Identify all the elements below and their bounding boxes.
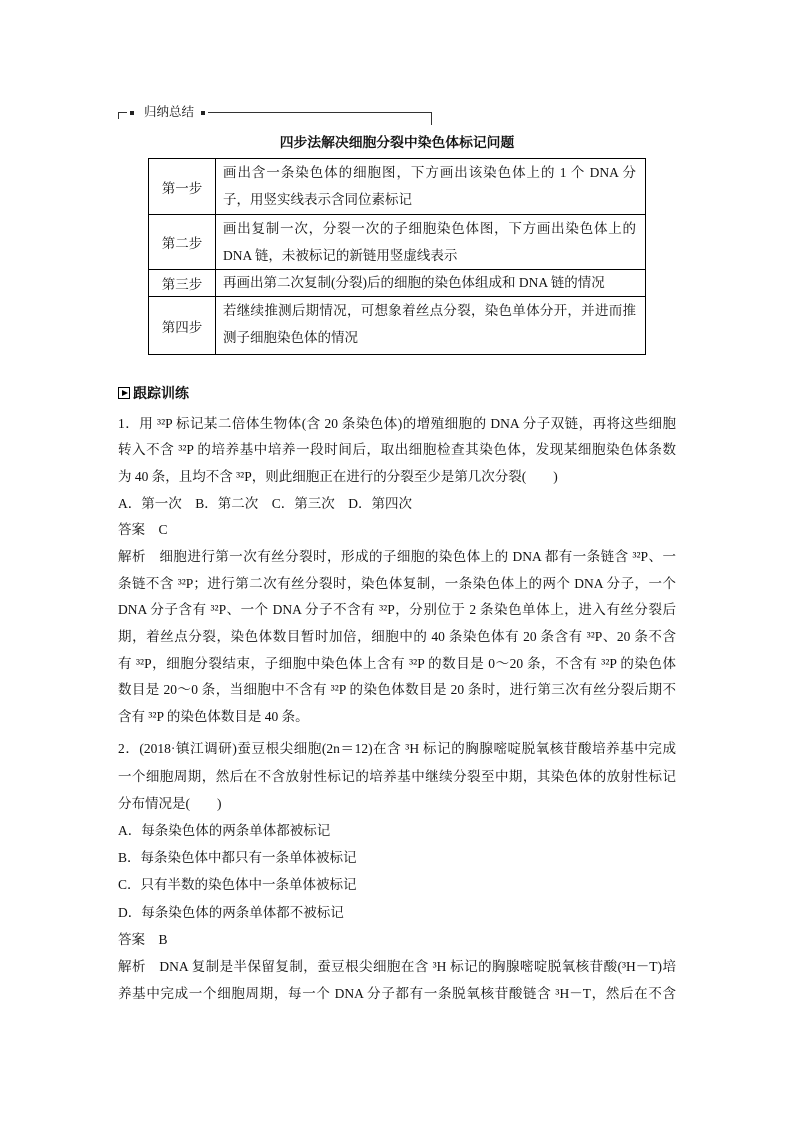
answer-value: B [158,931,168,947]
analysis-line [118,544,676,571]
analysis-line: 含有 ³²P 的染色体数目是 40 条。 [118,709,309,725]
section-header [118,385,189,401]
question-stem-line: 分布情况是( ) [118,795,222,811]
answer-line [118,926,676,953]
question-stem-line: 一个细胞周期，然后在不含放射性标记的培养基中继续分裂至中期，其染色体的放射性标记 [118,768,676,784]
step-description-line: DNA 链，未被标记的新链用竖虚线表示 [223,248,458,263]
analysis-label: 解析 [118,958,146,974]
step-description [216,159,645,214]
question-stem-line: 为 40 条，且均不含 ³²P，则此细胞正在进行的分裂至少是第几次分裂( ) [118,468,558,484]
analysis-line: 养基中完成一个细胞周期，每一个 DNA 分子都有一条脱氧核苷酸链含 ³H－T，然后在不含 [118,986,676,1002]
section-title: 跟踪训练 [133,387,189,402]
table-title: 四步法解决细胞分裂中染色体标记问题 [279,135,515,150]
question-stem-line: 2．(2018·镇江调研)蚕豆根尖细胞(2n＝12)在含 ³H 标记的胸腺嘧啶脱氧核苷酸培养基中完成 [118,741,676,757]
analysis-line: 有 ³²P，细胞分裂结束，子细胞中染色体上含有 ³²P 的数目是 0～20 条，不含有 ³²P 的染色体 [118,655,676,671]
question-1 [118,411,676,731]
analysis-text: DNA 复制是半保留复制，蚕豆根尖细胞在含 ³H 标记的胸腺嘧啶脱氧核苷酸(³H－T)培 [159,958,676,974]
step-label: 第三步 [149,270,216,296]
step-row-1 [149,159,645,214]
answer-line [118,517,676,544]
analysis-label: 解析 [118,549,146,565]
step-description-line: 测子细胞染色体的情况 [223,330,358,345]
options-line [118,491,676,518]
option-c: C．第三次 [271,495,335,511]
summary-title: 归纳总结 [144,105,195,119]
step-description-line: 若继续推测后期情况，可想象着丝点分裂，染色单体分开，并进而推 [223,303,636,318]
option-b: B．第二次 [195,495,259,511]
option-d: D．第四次 [348,495,413,511]
question-2 [118,735,676,1007]
step-row-3 [149,269,645,296]
step-row-4 [149,296,645,354]
analysis-line [118,953,676,980]
step-description [216,215,645,269]
step-label: 第一步 [149,159,216,214]
option-b: B．每条染色体中都只有一条单体被标记 [118,850,357,866]
question-stem-line: 转入不含 ³²P 的培养基中培养一段时间后，取出细胞检查其染色体，发现某细胞染色体条数 [118,442,676,458]
step-description [216,297,645,354]
analysis-line: 期，着丝点分裂，染色体数目暂时加倍，细胞中的 40 条染色体有 20 条含有 ³²P、20 条不含 [118,629,676,645]
summary-frame-left-tick [118,112,119,119]
option-d: D．每条染色体的两条单体都不被标记 [118,904,344,920]
square-bullet-icon [201,111,205,115]
answer-label: 答案 [118,522,145,538]
step-description-line: 画出含一条染色体的细胞图，下方画出该染色体上的 1 个 DNA 分 [223,165,636,180]
option-a: A．第一次 [118,495,182,511]
summary-frame-label [127,104,208,121]
answer-value: C [158,522,168,538]
play-icon [118,387,130,399]
step-description-line: 子，用竖实线表示含同位素标记 [223,192,412,207]
option-a: A．每条染色体的两条单体都被标记 [118,822,331,838]
analysis-line: DNA 分子含有 ³²P、一个 DNA 分子不含有 ³²P，分别位于 2 条染色单体上，进入有丝分裂后 [118,602,676,618]
step-row-2 [149,214,645,269]
summary-frame-right-tick [431,112,432,125]
answer-label: 答案 [118,931,145,947]
analysis-line: 条链不含 ³²P；进行第二次有丝分裂时，染色体复制，一条染色体上的两个 DNA 分子，一个 [118,575,676,591]
analysis-text: 细胞进行第一次有丝分裂时，形成的子细胞的染色体上的 DNA 都有一条链含 ³²P、一 [159,549,676,565]
analysis-line: 数目是 20～0 条，当细胞中不含有 ³²P 的染色体数目是 20 条时，进行第三次有丝分裂后期不 [118,682,676,698]
step-description [216,270,645,296]
option-c: C．只有半数的染色体中一条单体被标记 [118,877,357,893]
square-bullet-icon [130,111,134,115]
step-label: 第二步 [149,215,216,269]
question-stem-line: 1．用 ³²P 标记某二倍体生物体(含 20 条染色体)的增殖细胞的 DNA 分子双链，再将这些细胞 [118,415,676,431]
steps-table [148,158,646,355]
step-description-line: 再画出第二次复制(分裂)后的细胞的染色体组成和 DNA 链的情况 [223,275,605,290]
step-label: 第四步 [149,297,216,354]
step-description-line: 画出复制一次，分裂一次的子细胞染色体图，下方画出染色体上的 [223,221,636,236]
